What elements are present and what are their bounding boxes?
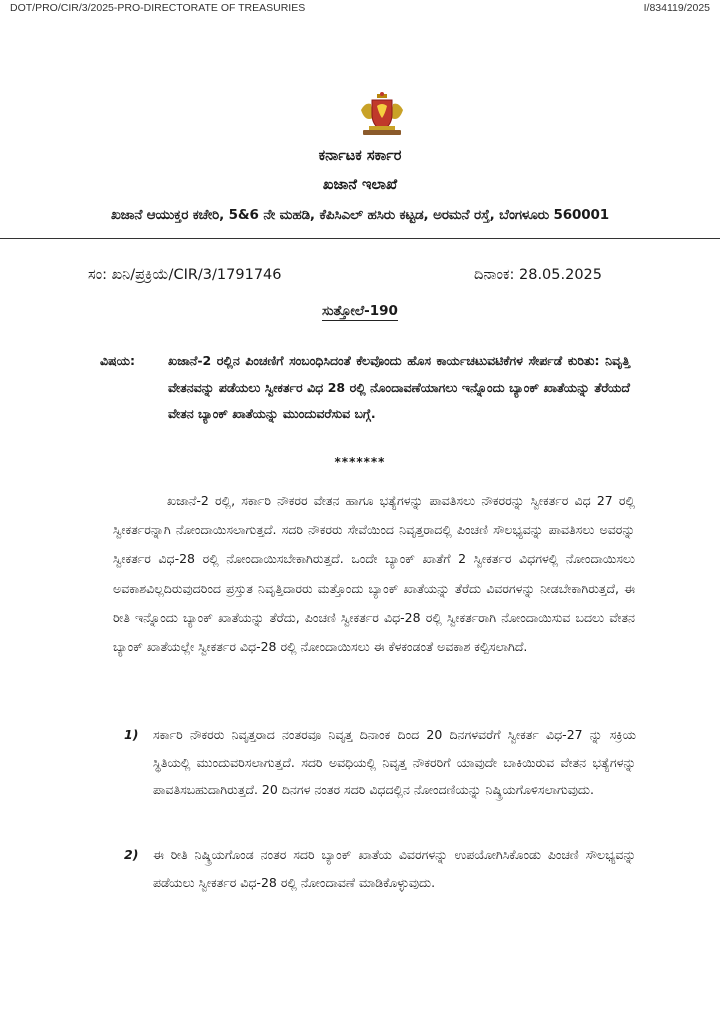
- document-date: ದಿನಾಂಕ: 28.05.2025: [474, 267, 603, 283]
- circular-title-text: ಸುತ್ತೋಲೆ-190: [322, 303, 398, 319]
- list-item: [124, 841, 636, 896]
- office-address: ಖಜಾನೆ ಆಯುಕ್ತರ ಕಚೇರಿ, 5&6 ನೇ ಮಹಡಿ, ಕೆಪಿಸಿಎಲ್ ಹಸಿರು ಕಟ್ಟಡ, ಅರಮನೆ ರಸ್ತೆ, ಬೆಂಗಳೂರು 560001: [110, 207, 610, 223]
- subject-label: ವಿಷಯ:: [100, 353, 135, 368]
- circular-title: [0, 303, 720, 319]
- list-item-text: ಸರ್ಕಾರಿ ನೌಕರರು ನಿವೃತ್ತರಾದ ನಂತರವೂ ನಿವೃತ್ತ ದಿನಾಂಕ ದಿಂದ 20 ದಿನಗಳವರೆಗೆ ಸ್ವೀಕರ್ತ ವಿಧ-27 ನ್ನು ಸಕ್ರಿಯ ಸ್ಥಿತಿಯಲ್ಲಿ ಮುಂದುವರಿಸಲಾಗುತ್ತದೆ. ಸದರಿ ಅವಧಿಯಲ್ಲಿ ನಿವೃತ್ತ ನೌಕರರಿಗೆ ಯಾವುದೇ ಬಾಕಿಯಿರುವ ವೇತನ ಭತ್ಯೆಗಳನ್ನು ಪಾವತಿಸಬಹುದಾಗಿರುತ್ತದೆ. 20 ದಿನಗಳ ನಂತರ ಸದರಿ ವಿಧದಲ್ಲಿನ ನೋಂದಣಿಯನ್ನು ನಿಷ್ಕ್ರಿಯಗೊಳಿಸಲಾಗುವುದು.: [153, 727, 636, 797]
- subject-block: [100, 348, 630, 428]
- karnataka-emblem-icon: [355, 92, 409, 138]
- department-name: ಖಜಾನೆ ಇಲಾಖೆ: [322, 177, 398, 193]
- header-divider: [0, 238, 720, 239]
- body-paragraph: ಖಜಾನೆ-2 ರಲ್ಲಿ, ಸರ್ಕಾರಿ ನೌಕರರ ವೇತನ ಹಾಗೂ ಭತ್ಯೆಗಳನ್ನು ಪಾವತಿಸಲು ನೌಕರರನ್ನು ಸ್ವೀಕರ್ತರ ವಿಧ 27 ರಲ್ಲಿ ಸ್ವೀಕರ್ತರನ್ನಾಗಿ ನೋಂದಾಯಿಸಲಾಗುತ್ತದೆ. ಸದರಿ ನೌಕರರು ಸೇವೆಯಿಂದ ನಿವೃತ್ತರಾದಲ್ಲಿ ಪಿಂಚಣಿ ಸೌಲಭ್ಯವನ್ನು ಪಾವತಿಸಲು ಅವರನ್ನು ಸ್ವೀಕರ್ತರ ವಿಧ-28 ರಲ್ಲಿ ನೋಂದಾಯಿಸಬೇಕಾಗಿರುತ್ತದೆ. ಒಂದೇ ಬ್ಯಾಂಕ್ ಖಾತೆಗೆ 2 ಸ್ವೀಕರ್ತರ ವಿಧಗಳಲ್ಲಿ ನೋಂದಾಯಿಸಲು ಅವಕಾಶವಿಲ್ಲದಿರುವುದರಿಂದ ಪ್ರಸ್ತುತ ನಿವೃತ್ತಿದಾರರು ಮತ್ತೊಂದು ಬ್ಯಾಂಕ್ ಖಾತೆಯನ್ನು ತೆರೆದು ವಿವರಗಳನ್ನು ನೀಡಬೇಕಾಗಿರುತ್ತದೆ, ಈ ರೀತಿ ಇನ್ನೊಂದು ಬ್ಯಾಂಕ್ ಖಾತೆಯನ್ನು ತೆರೆದು, ಪಿಂಚಣಿ ಸ್ವೀಕರ್ತರ ವಿಧ-28 ರಲ್ಲಿ ಸ್ವೀಕರ್ತರಾಗಿ ನೋಂದಾಯಿಸುವ ಬದಲು ವೇತನ ಬ್ಯಾಂಕ್ ಖಾತೆಯಲ್ಲೇ ಸ್ವೀಕರ್ತರ ವಿಧ-28 ರಲ್ಲಿ ನೋಂದಾಯಿಸಲು ಈ ಕೆಳಕಂಡಂತೆ ಅವಕಾಶ ಕಲ್ಪಿಸಲಾಗಿದೆ.: [113, 493, 635, 655]
- government-name: ಕರ್ನಾಟಕ ಸರ್ಕಾರ: [318, 148, 402, 164]
- top-left-reference: DOT/PRO/CIR/3/2025-PRO-DIRECTORATE OF TREASURIES: [10, 2, 306, 14]
- list-item-number: 1): [124, 727, 139, 742]
- list-item: [124, 721, 636, 804]
- subject-text: ಖಜಾನೆ-2 ರಲ್ಲಿನ ಪಿಂಚಣಿಗೆ ಸಂಬಂಧಿಸಿದಂತೆ ಕೆಲವೊಂದು ಹೊಸ ಕಾರ್ಯಚಟುವಟಿಕೆಗಳ ಸೇರ್ಪಡೆ ಕುರಿತು: ನಿವೃತ್ತಿ ವೇತನವನ್ನು ಪಡೆಯಲು ಸ್ವೀಕರ್ತರ ವಿಧ 28 ರಲ್ಲಿ ನೊಂದಾವಣೆಯಾಗಲು ಇನ್ನೊಂದು ಬ್ಯಾಂಕ್ ಖಾತೆಯನ್ನು ತೆರೆಯದೆ ವೇತನ ಬ್ಯಾಂಕ್ ಖಾತೆಯನ್ನು ಮುಂದುವರೆಸುವ ಬಗ್ಗೆ.: [168, 353, 630, 421]
- list-item-text: ಈ ರೀತಿ ನಿಷ್ಕ್ರಿಯಗೊಂಡ ನಂತರ ಸದರಿ ಬ್ಯಾಂಕ್ ಖಾತೆಯ ವಿವರಗಳನ್ನು ಉಪಯೋಗಿಸಿಕೊಂಡು ಪಿಂಚಣಿ ಸೌಲಭ್ಯವನ್ನು ಪಡೆಯಲು ಸ್ವೀಕರ್ತರ ವಿಧ-28 ರಲ್ಲಿ ನೋಂದಾವಣೆ ಮಾಡಿಕೊಳ್ಳುವುದು.: [153, 847, 636, 890]
- separator-stars: *******: [334, 455, 386, 469]
- top-right-reference: I/834119/2025: [643, 2, 710, 14]
- reference-number: ಸಂ: ಖನಿ/ಪ್ರಕ್ರಿಯೆ/CIR/3/1791746: [88, 267, 282, 283]
- list-item-number: 2): [124, 847, 139, 862]
- document-reference-strip: [10, 2, 710, 14]
